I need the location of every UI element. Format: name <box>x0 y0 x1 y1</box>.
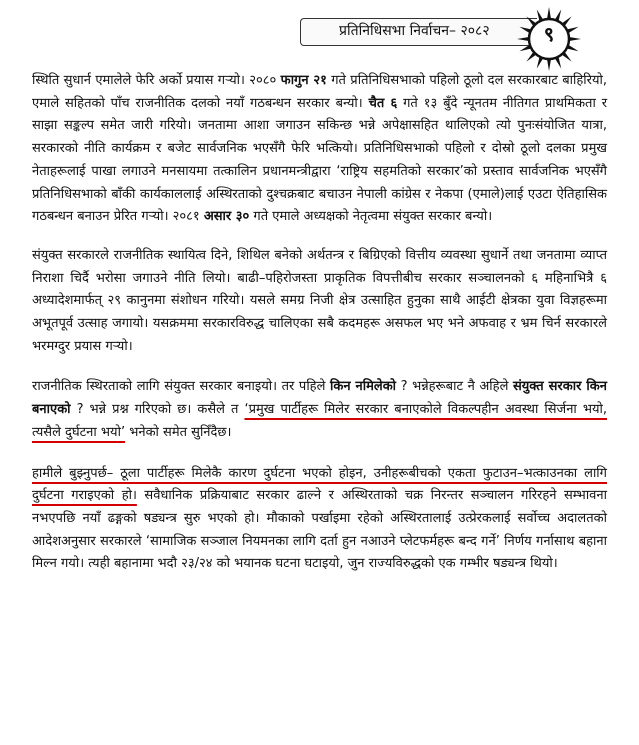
bold-phrase: फागुन २१ <box>280 73 327 88</box>
bold-phrase: चैत ६ <box>368 95 398 111</box>
underlined-phrase: ‘प्रमुख पार्टीहरू मिलेर सरकार बनाएकोले विकल्पहीन अवस्था सिर्जना भयो, त्यसैले दुर्घटना भयो’ <box>32 402 607 440</box>
paragraph-1 <box>32 70 607 229</box>
text-run: सवैधानिक प्रक्रियाबाट सरकार ढाल्ने र अस्थिरताको चक्र निरन्तर सञ्चालन गरिरहने सम्भावना नभएपछि नयाँ ढङ्गको षड्यन्त्र सुरु भएको हो। मौकाको पर्खाइमा रहेको अस्थिरतालाई उत्प्रेरकलाई सर्वोच्च अदालतको आदेशअनुसार सरकारले ‘सामाजिक सञ्जाल नियमनका लागि दर्ता हुन नआउने प्लेटफर्महरू बन्द गर्ने’ निर्णय गर्नासाथ बहाना मिल्न गयो। त्यही बहानामा भदौ २३/२४ को भयानक घटना घटाइयो, जुन राज्यविरुद्धको एक गम्भीर षड्यन्त्र थियो। <box>32 488 607 572</box>
paragraph-4 <box>32 463 607 577</box>
paragraph-3 <box>32 376 607 444</box>
text-run: राजनीतिक स्थिरताको लागि संयुक्त सरकार बनाइयो। तर पहिले <box>32 379 330 395</box>
text-run: स्थिति सुधार्न एमालेले फेरि अर्को प्रयास गऱ्यो। २०८० <box>32 73 281 88</box>
text-run: गते प्रतिनिधिसभाको पहिलो ठूलो दल सरकारबाट बाहिरियो, एमाले सहितको पाँच राजनीतिक दलको नयाँ गठबन्धन सरकार बन्यो। <box>32 73 608 111</box>
page-number-badge <box>516 6 582 72</box>
text-run: गते १३ बुँदे न्यूनतम नीतिगत प्राथमिकता र साझा सङ्कल्प समेत जारी गरियो। जनतामा आशा जगाउन सकिन्छ भन्ने अपेक्षासहित थालिएको त्यो पुनःसंयोजित यात्रा, सरकारको नीति कार्यक्रम र बजेट सार्वजनिक भएसँगै फेरि भत्कियो। प्रतिनिधिसभाको पहिलो र दोस्रो ठूलो दलका प्रमुख नेताहरूलाई पाखा लगाउने मनसायमा तत्कालिन प्रधानमन्त्रीद्वारा ‘राष्ट्रिय सहमतिको सरकार’को प्रस्ताव सार्वजनिक भएसँगै प्रतिनिधिसभाको बाँकी कार्यकाललाई अस्थिरताको दुश्चक्रबाट बचाउन नेपाली कांग्रेस र नेकपा (एमाले)लाई एउटा ऐतिहासिक गठबन्धन बनाउन प्रेरित गऱ्यो। २०८१ <box>32 95 608 225</box>
header-title: प्रतिनिधिसभा निर्वाचन– २०८२ <box>339 23 490 39</box>
paragraph-2 <box>32 245 607 359</box>
body-text <box>32 70 607 592</box>
text-run: ? भन्ने प्रश्न गरिएको छ। कसैले त <box>70 402 245 418</box>
running-header <box>300 18 537 46</box>
text-run: भनेको समेत सुनिँदैछ। <box>125 424 232 440</box>
page-number: ९ <box>543 22 555 46</box>
bold-phrase: असार ३० <box>203 209 250 225</box>
text-run: ? भन्नेहरूबाट नै अहिले <box>396 379 513 395</box>
bold-phrase: किन नमिलेको <box>329 379 397 395</box>
text-run: गते एमाले अध्यक्षको नेतृत्वमा संयुक्त सरकार बन्यो। <box>249 209 493 225</box>
text-run: संयुक्त सरकारले राजनीतिक स्थायित्व दिने, शिथिल बनेको अर्थतन्त्र र बिग्रिएको वित्तीय व्यवस्था सुधार्ने तथा जनतामा व्याप्त निराशा चिर्दै भरोसा जगाउने नीति लियो। बाढी–पहिरोजस्ता प्राकृतिक विपत्तीबीच सरकार सञ्चालनको ६ महिनाभित्रै ६ अध्यादेशमार्फत् २९ कानुनमा संशोधन गरियो। यसले समग्र निजी क्षेत्र उत्साहित हुनुका साथै आईटी क्षेत्रका युवा विज्ञहरूमा अभूतपूर्व उत्साह जगायो। यसक्रममा सरकारविरुद्ध चालिएका सबै कदमहरू असफल भए भने अफवाह र भ्रम चिर्न सरकारले भरमग्दुर प्रयास गऱ्यो। <box>32 247 608 354</box>
underlined-phrase: हामीले बुझ्नुपर्छ– ठूला पार्टीहरू मिलेकै कारण दुर्घटना भएको होइन, उनीहरूबीचको एकता फुटाउन–भत्काउनका लागि दुर्घटना गराइएको हो। <box>32 465 607 504</box>
bold-phrase: संयुक्त सरकार किन बनाएको <box>32 379 607 418</box>
